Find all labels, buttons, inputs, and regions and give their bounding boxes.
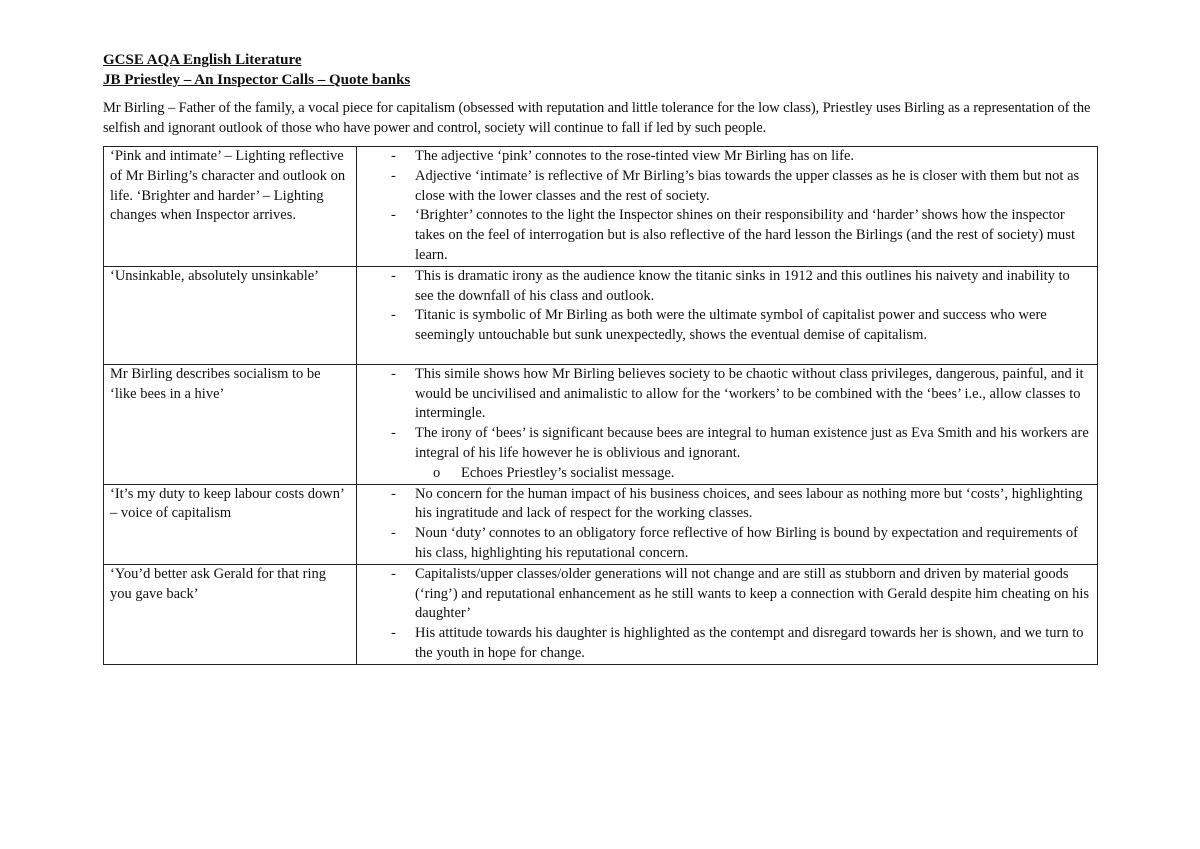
quote-cell: ‘It’s my duty to keep labour costs down’ – voice of capitalism — [104, 484, 357, 564]
analysis-cell — [357, 147, 1098, 267]
quote-cell: ‘Pink and intimate’ – Lighting reflective of Mr Birling’s character and outlook on life. ‘Brighter and harder’ – Lighting changes when Inspector arrives. — [104, 147, 357, 267]
analysis-point: - Adjective ‘intimate’ is reflective of Mr Birling’s bias towards the upper classes as he is closer with them but not as close with the lower classes and the rest of society. — [363, 167, 1091, 207]
table-row — [104, 484, 1098, 564]
document-page — [103, 50, 1098, 665]
analysis-point: - His attitude towards his daughter is highlighted as the contempt and disregard towards her is shown, and we turn to the youth in hope for change. — [363, 624, 1091, 664]
sub-point-text: Echoes Priestley’s socialist message. — [461, 464, 675, 481]
quote-cell: Mr Birling describes socialism to be ‘like bees in a hive’ — [104, 364, 357, 484]
document-subtitle: JB Priestley – An Inspector Calls – Quote banks — [103, 72, 411, 88]
table-row — [104, 364, 1098, 484]
analysis-point-text: The irony of ‘bees’ is significant because bees are integral to human existence just as Eva Smith and his workers are integral of his life however he is oblivious and ignorant. — [415, 425, 1089, 461]
document-title: GCSE AQA English Literature — [103, 52, 302, 68]
sub-point — [415, 464, 1091, 484]
quote-cell: ‘Unsinkable, absolutely unsinkable’ — [104, 266, 357, 364]
analysis-point: - This is dramatic irony as the audience know the titanic sinks in 1912 and this outlines his naivety and inability to see the downfall of his class and outlook. — [363, 267, 1091, 307]
quote-bank-table — [103, 146, 1098, 665]
analysis-point: - The adjective ‘pink’ connotes to the rose-tinted view Mr Birling has on life. — [363, 147, 1091, 167]
circle-bullet-icon: o — [433, 464, 441, 481]
character-intro: Mr Birling – Father of the family, a vocal piece for capitalism (obsessed with reputation and little tolerance for the low class), Priestley uses Birling as a representation of the selfish and ignorant outlook of those who have power and control, society will continue to fall if led by such people. — [103, 100, 1091, 136]
analysis-point: - Noun ‘duty’ connotes to an obligatory force reflective of how Birling is bound by expectation and requirements of his class, highlighting his reputational concern. — [363, 524, 1091, 564]
analysis-point: - Titanic is symbolic of Mr Birling as both were the ultimate symbol of capitalist power and success who were seemingly untouchable but sunk unexpectedly, shows the eventual demise of capitalism. — [363, 306, 1091, 346]
analysis-point: - Capitalists/upper classes/older generations will not change and are still as stubborn and driven by material goods (‘ring’) and reputational enhancement as he still wants to keep a connection with Gerald despite him cheating on his daughter’ — [363, 565, 1091, 624]
analysis-cell — [357, 564, 1098, 664]
analysis-cell — [357, 266, 1098, 364]
table-row — [104, 266, 1098, 364]
analysis-point: - This simile shows how Mr Birling believes society to be chaotic without class privileges, dangerous, painful, and it would be uncivilised and animalistic to allow for the ‘workers’ to be combined with the ‘bees’ i.e., allow classes to intermingle. — [363, 365, 1091, 424]
analysis-cell — [357, 364, 1098, 484]
analysis-cell — [357, 484, 1098, 564]
analysis-point — [363, 424, 1091, 483]
quote-cell: ‘You’d better ask Gerald for that ring you gave back’ — [104, 564, 357, 664]
table-row — [104, 147, 1098, 267]
analysis-point: - ‘Brighter’ connotes to the light the Inspector shines on their responsibility and ‘harder’ shows how the inspector takes on the feel of interrogation but is also reflective of the hard lesson the Birlings (and the rest of society) must learn. — [363, 206, 1091, 265]
table-row — [104, 564, 1098, 664]
analysis-point: - No concern for the human impact of his business choices, and sees labour as nothing more but ‘costs’, highlighting his ingratitude and lack of respect for the working classes. — [363, 485, 1091, 525]
